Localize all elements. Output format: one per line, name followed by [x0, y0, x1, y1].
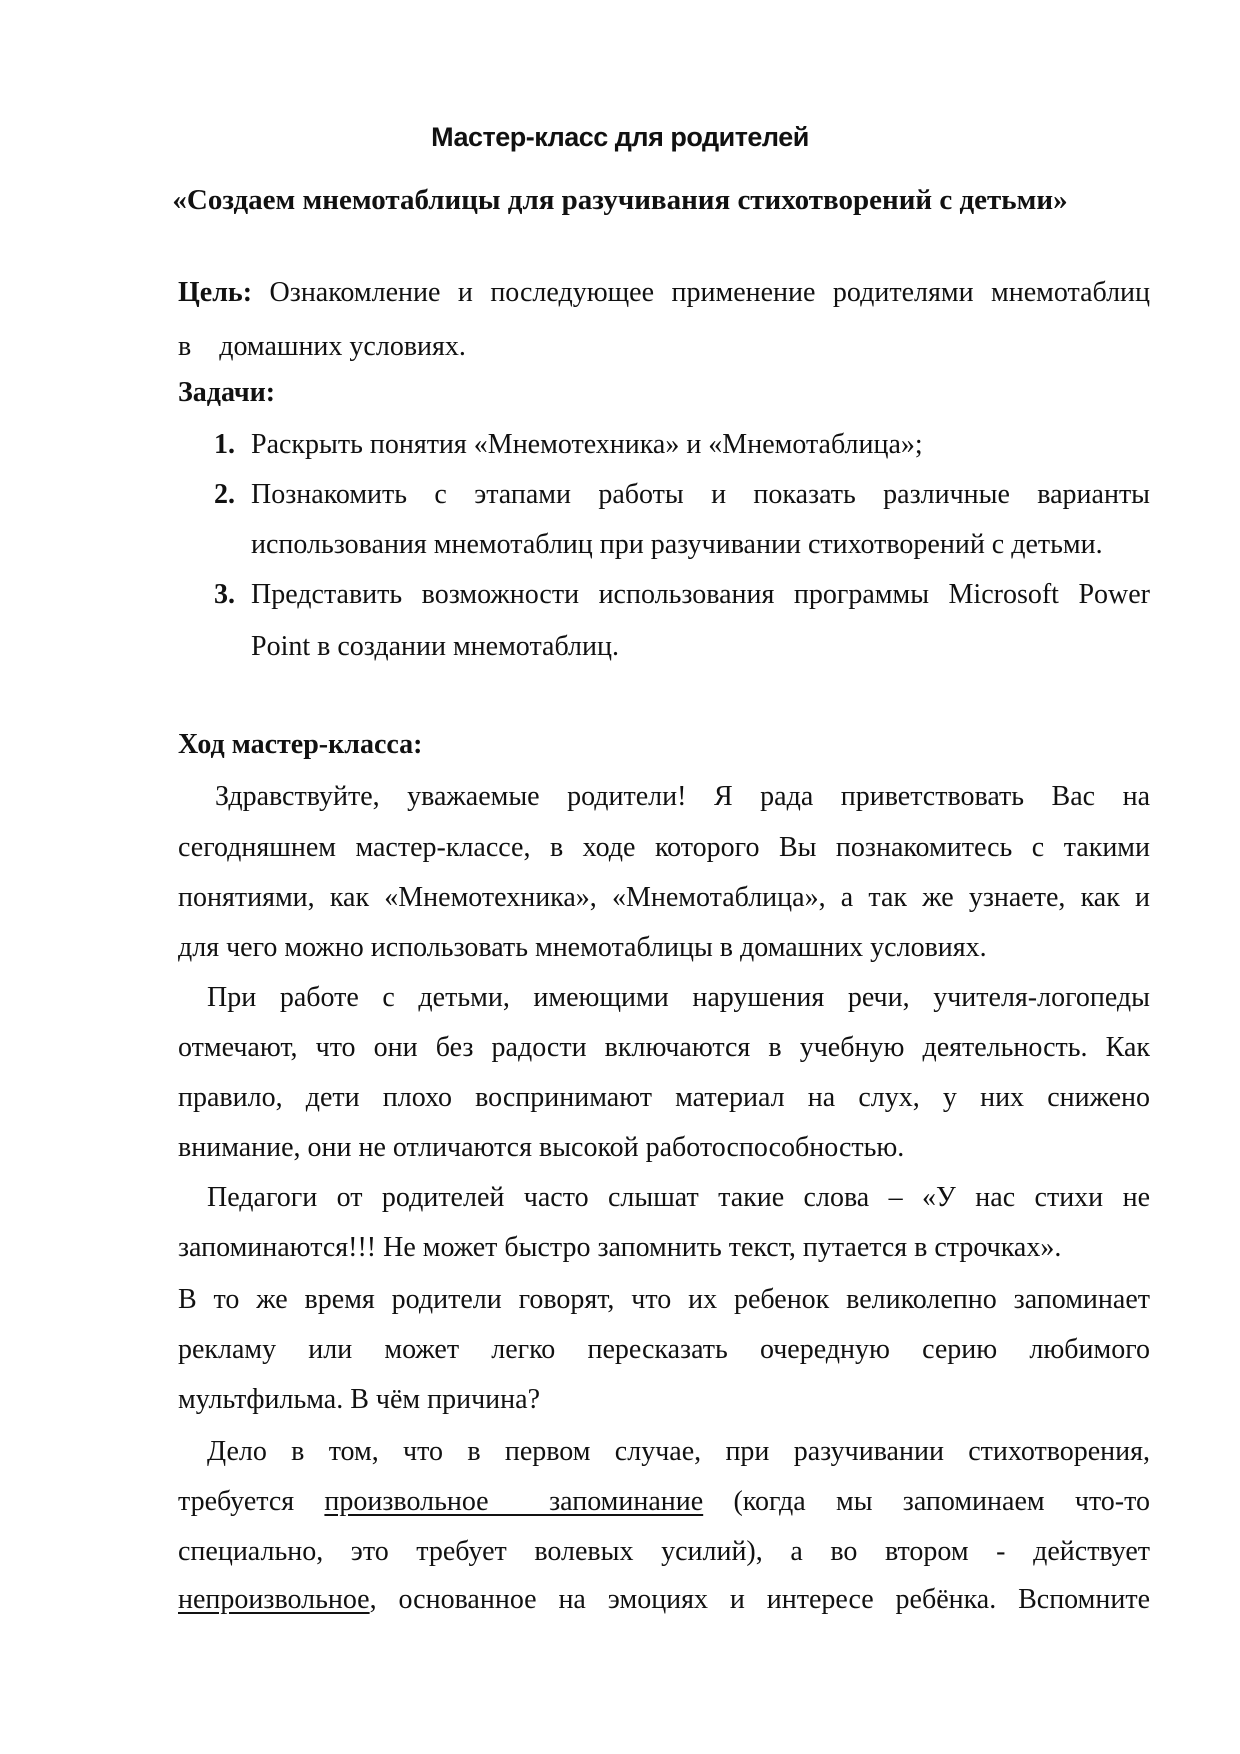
voluntary-memorization-term: произвольное запоминание [324, 1486, 704, 1517]
task-number-2: 2. [214, 479, 235, 510]
task-number-1: 1. [214, 429, 235, 460]
goal-text-1: Ознакомление и последующее применение родителями мнемотаблиц [269, 277, 1151, 308]
document-title: Мастер-класс для родителей [431, 122, 809, 152]
p5-line-4 [178, 1575, 1150, 1625]
involuntary-memorization-term: непроизвольное [178, 1584, 370, 1615]
task-2-line-1: Познакомить с этапами работы и показать различные варианты [251, 479, 1150, 510]
task-3-line-2: Point в создании мнемотаблиц. [251, 631, 619, 662]
p5-line-4-after: , основанное на эмоциях и интересе ребёнка. Вспомните [369, 1584, 1150, 1615]
p1-line-2: сегодняшнем мастер-классе, в ходе которого Вы познакомитесь с такими [178, 832, 1150, 863]
goal-line-1 [178, 268, 1150, 318]
p4-line-1: В то же время родители говорят, что их ребенок великолепно запоминает [178, 1284, 1150, 1315]
document-subtitle: «Создаем мнемотаблицы для разучивания стихотворений с детьми» [172, 184, 1068, 216]
p5-line-3: специально, это требует волевых усилий), а во втором - действует [178, 1536, 1150, 1567]
goal-line-2: в домашних условиях. [178, 331, 466, 362]
p2-line-1: При работе с детьми, имеющими нарушения речи, учителя-логопеды [207, 982, 1150, 1013]
task-3-line-1: Представить возможности использования программы Microsoft Power [251, 579, 1150, 610]
p1-line-1: Здравствуйте, уважаемые родители! Я рада приветствовать Вас на [215, 781, 1150, 812]
p5-line-1: Дело в том, что в первом случае, при разучивании стихотворения, [207, 1436, 1150, 1467]
goal-label: Цель: [178, 277, 253, 308]
task-2-line-2: использования мнемотаблиц при разучивании стихотворений с детьми. [251, 529, 1103, 560]
p5-line-2 [178, 1477, 1150, 1527]
p5-line-2-before: требуется [178, 1486, 295, 1517]
p4-line-3: мультфильма. В чём причина? [178, 1384, 541, 1415]
p4-line-2: рекламу или может легко пересказать очередную серию любимого [178, 1334, 1150, 1365]
p3-line-2: запоминаются!!! Не может быстро запомнить текст, путается в строчках». [178, 1232, 1062, 1263]
p2-line-2: отмечают, что они без радости включаются в учебную деятельность. Как [178, 1032, 1150, 1063]
p3-line-1: Педагоги от родителей часто слышат такие слова – «У нас стихи не [207, 1182, 1150, 1213]
p2-line-3: правило, дети плохо воспринимают материал на слух, у них снижено [178, 1082, 1150, 1113]
p2-line-4: внимание, они не отличаются высокой работоспособностью. [178, 1132, 905, 1163]
task-1-line-1: Раскрыть понятия «Мнемотехника» и «Мнемотаблица»; [251, 429, 923, 460]
p5-line-2-after: (когда мы запоминаем что-то [733, 1486, 1150, 1517]
task-number-3: 3. [214, 579, 235, 610]
p1-line-4: для чего можно использовать мнемотаблицы в домашних условиях. [178, 932, 987, 963]
p1-line-3: понятиями, как «Мнемотехника», «Мнемотаблица», а так же узнаете, как и [178, 882, 1150, 913]
course-label: Ход мастер-класса: [178, 729, 423, 760]
tasks-label: Задачи: [178, 377, 276, 408]
